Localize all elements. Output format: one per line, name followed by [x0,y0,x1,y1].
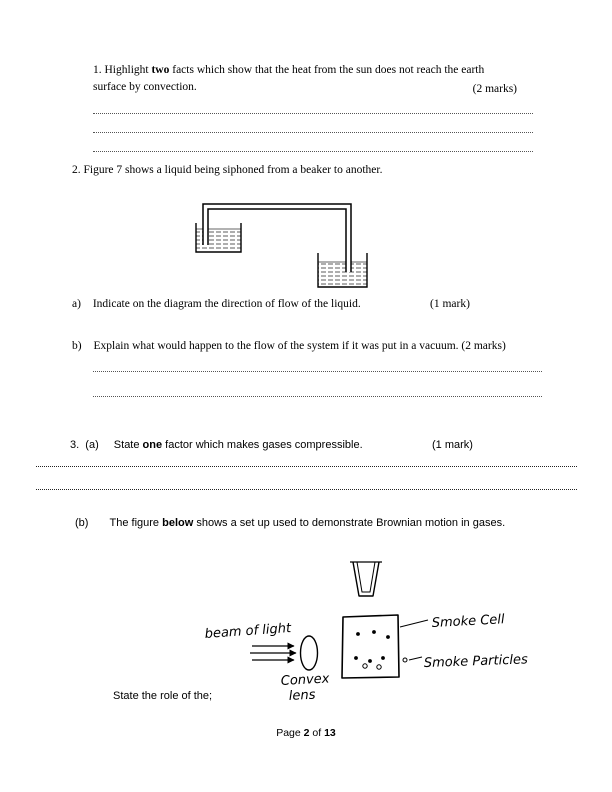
convex-lens-label-line1: Convex [280,671,330,689]
q3b-text-post: shows a set up used to demonstrate Brownian motion in gases. [193,517,506,529]
role-prompt: State the role of the; [113,690,213,702]
answer-line [93,151,533,152]
q3a-text-bold: one [142,439,163,451]
q1-text-post: facts which show that the heat from the sun does not reach the earth surface by convection. [93,64,485,93]
q3a-text-pre: State [113,439,143,451]
q2a-text: Indicate on the diagram the direction of flow of the liquid. [92,298,361,310]
particle-pointer-dot [403,658,407,662]
question-2b [72,338,552,355]
answer-line [93,396,542,397]
q3a-label: 3. (a) [70,439,99,451]
smoke-cell-box [342,615,399,678]
siphon-diagram [160,190,400,302]
q1-text-pre: 1. Highlight [93,64,152,76]
cell-label-pointer [400,620,428,627]
page-footer [0,726,612,740]
footer-total-pages: 13 [324,727,336,739]
q3a-text-post: factor which makes gases compressible. [162,439,363,451]
q3b-text-bold: below [162,517,194,529]
q2a-marks: (1 mark) [430,298,470,310]
q2b-label: b) [72,340,82,352]
q2a-label: a) [72,298,81,310]
q1-text-bold: two [151,64,170,76]
question-3a [70,438,520,453]
question-1 [93,62,517,98]
answer-line [93,371,542,372]
brownian-motion-diagram [195,550,530,708]
q3a-marks: (1 mark) [432,439,473,451]
answer-line [93,113,533,114]
q1-marks: (2 marks) [472,83,517,95]
light-beam-arrows [250,646,296,660]
funnel [350,562,382,596]
particles-label-pointer [409,657,422,660]
smoke-particles-label: Smoke Particles [423,652,528,671]
footer-of-word: of [309,727,325,739]
q2b-marks: (2 marks) [461,340,506,352]
q3b-label: (b) [75,517,89,529]
answer-line-full [36,489,577,490]
beam-of-light-label: beam of light [204,620,292,642]
q2b-text: Explain what would happen to the flow of the system if it was put in a vacuum. [93,340,459,352]
answer-line-full [36,466,577,467]
smoke-cell-label: Smoke Cell [431,612,505,631]
question-2a [72,296,514,313]
smoke-particles-dots [354,630,390,669]
footer-page-number: 2 [303,727,310,739]
footer-page-word: Page [276,727,304,739]
question-2-intro: 2. Figure 7 shows a liquid being siphoned from a beaker to another. [72,164,383,176]
q3b-text-pre: The figure [109,517,163,529]
answer-line [93,132,533,133]
convex-lens-shape [301,636,318,670]
right-beaker-liquid [318,262,367,287]
question-3b [75,516,555,530]
convex-lens-label-line2: lens [288,687,316,704]
